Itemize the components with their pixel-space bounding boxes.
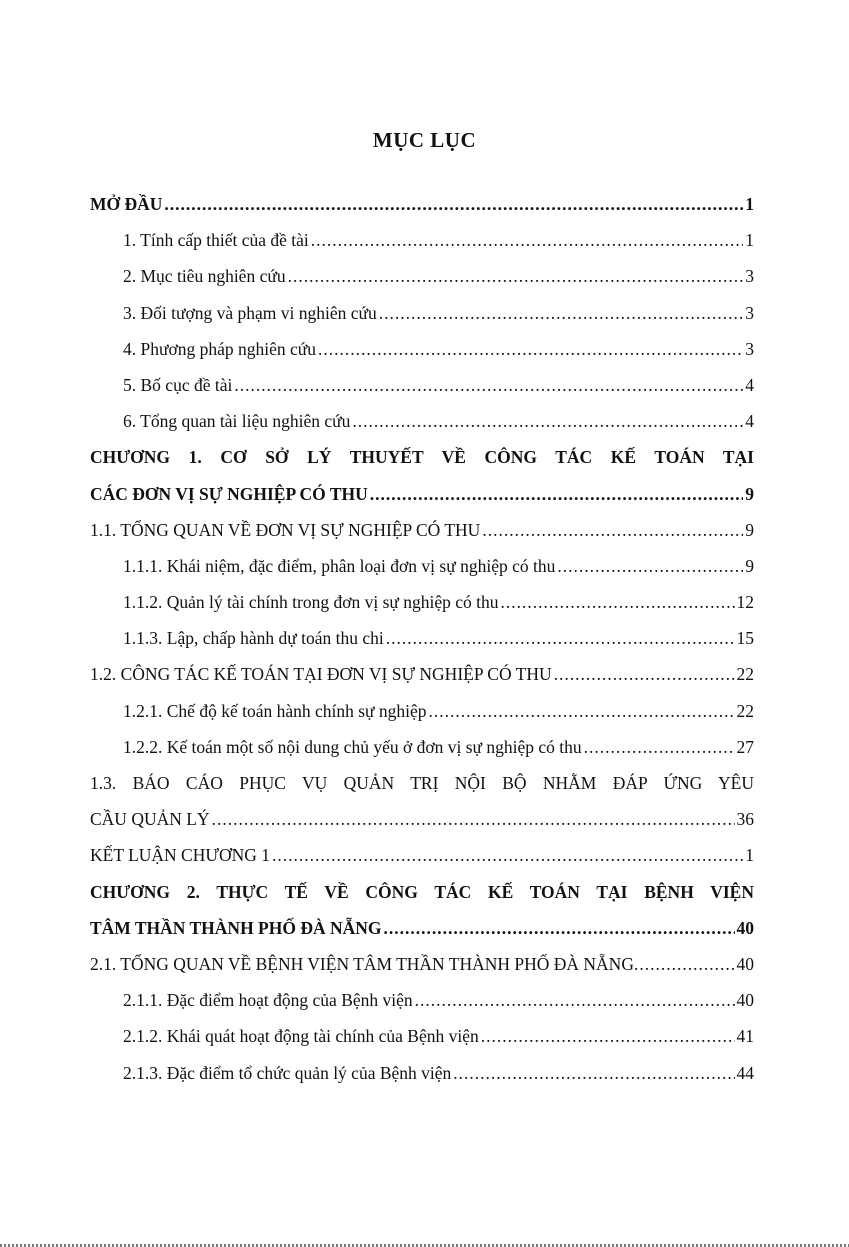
toc-entry-page-number: 44 — [736, 1062, 754, 1083]
toc-dot-leader — [482, 512, 743, 548]
toc-entry[interactable] — [90, 403, 754, 439]
toc-entry[interactable] — [90, 295, 754, 331]
toc-entry-page-number: 4 — [745, 374, 754, 395]
toc-entry[interactable] — [90, 656, 754, 692]
toc-entry-page-number: 3 — [745, 266, 754, 287]
toc-entry[interactable] — [90, 548, 754, 584]
toc-entry-page-number: 40 — [736, 953, 754, 974]
toc-entry[interactable] — [90, 620, 754, 656]
toc-dot-leader — [453, 1055, 734, 1091]
toc-dot-leader — [634, 946, 737, 982]
table-of-contents — [90, 186, 754, 1091]
toc-entry[interactable] — [90, 910, 754, 946]
toc-dot-leader — [386, 620, 735, 656]
toc-dot-leader — [584, 729, 735, 765]
toc-dot-leader — [415, 982, 735, 1018]
toc-dot-leader — [164, 186, 743, 222]
toc-entry[interactable] — [90, 693, 754, 729]
toc-dot-leader — [481, 1018, 735, 1054]
toc-dot-leader — [554, 656, 735, 692]
toc-entry-label: 1.1.1. Khái niệm, đặc điểm, phân loại đơn vị sự nghiệp có thu — [123, 555, 556, 576]
toc-entry-label: 2.1.1. Đặc điểm hoạt động của Bệnh viện — [123, 990, 413, 1011]
toc-entry[interactable] — [90, 367, 754, 403]
toc-entry[interactable] — [90, 222, 754, 258]
toc-entry-page-number: 22 — [736, 664, 754, 685]
toc-entry-page-number: 1 — [745, 845, 754, 866]
toc-entry-page-number: 4 — [745, 411, 754, 432]
toc-entry-label: CÁC ĐƠN VỊ SỰ NGHIỆP CÓ THU — [90, 483, 368, 504]
toc-entry[interactable] — [90, 258, 754, 294]
toc-entry-label: 4. Phương pháp nghiên cứu — [123, 338, 316, 359]
toc-entry-label: 1. Tính cấp thiết của đề tài — [123, 230, 309, 251]
toc-entry[interactable] — [90, 1055, 754, 1091]
toc-entry-page-number: 9 — [745, 519, 754, 540]
toc-entry[interactable] — [90, 874, 754, 910]
toc-entry[interactable] — [90, 439, 754, 475]
toc-dot-leader — [352, 403, 743, 439]
toc-dot-leader — [212, 801, 735, 837]
toc-entry-label: 1.2. CÔNG TÁC KẾ TOÁN TẠI ĐƠN VỊ SỰ NGHIỆP CÓ THU — [90, 664, 552, 685]
toc-entry[interactable] — [90, 512, 754, 548]
toc-entry-label: 3. Đối tượng và phạm vi nghiên cứu — [123, 302, 377, 323]
toc-entry-label: 1.2.2. Kế toán một số nội dung chủ yếu ở đơn vị sự nghiệp có thu — [123, 736, 582, 757]
toc-entry-label: 2.1.2. Khái quát hoạt động tài chính của Bệnh viện — [123, 1026, 479, 1047]
toc-entry-label: 1.3. BÁO CÁO PHỤC VỤ QUẢN TRỊ NỘI BỘ NHẰM ĐÁP ỨNG YÊU — [90, 773, 754, 793]
toc-entry[interactable] — [90, 765, 754, 801]
toc-entry-page-number: 22 — [736, 700, 754, 721]
toc-entry[interactable] — [90, 476, 754, 512]
toc-entry-label: MỞ ĐẦU — [90, 194, 163, 214]
toc-entry-label: 6. Tổng quan tài liệu nghiên cứu — [123, 411, 351, 432]
toc-entry-label: 1.1.2. Quản lý tài chính trong đơn vị sự nghiệp có thu — [123, 592, 499, 613]
toc-dot-leader — [501, 584, 735, 620]
toc-dot-leader — [318, 331, 743, 367]
toc-entry-label: 1.1.3. Lập, chấp hành dự toán thu chi — [123, 628, 384, 649]
toc-entry-page-number: 1 — [745, 230, 754, 251]
toc-entry-label: CHƯƠNG 2. THỰC TẾ VỀ CÔNG TÁC KẾ TOÁN TẠI BỆNH VIỆN — [90, 881, 754, 902]
toc-dot-leader — [272, 837, 743, 873]
toc-dot-leader — [557, 548, 743, 584]
toc-entry[interactable] — [90, 982, 754, 1018]
toc-entry[interactable] — [90, 837, 754, 873]
toc-entry-label: KẾT LUẬN CHƯƠNG 1 — [90, 845, 270, 866]
toc-entry-label: 2.1. TỔNG QUAN VỀ BỆNH VIỆN TÂM THẦN THÀNH PHỐ ĐÀ NẴNG — [90, 953, 634, 974]
toc-dot-leader — [379, 295, 744, 331]
toc-dot-leader — [384, 910, 735, 946]
toc-entry-page-number: 1 — [745, 194, 754, 214]
toc-dot-leader — [311, 222, 743, 258]
toc-dot-leader — [234, 367, 743, 403]
toc-entry-label: TÂM THẦN THÀNH PHỐ ĐÀ NẴNG — [90, 917, 382, 938]
toc-entry-label: 2. Mục tiêu nghiên cứu — [123, 266, 286, 287]
toc-entry[interactable] — [90, 729, 754, 765]
toc-entry[interactable] — [90, 331, 754, 367]
toc-entry-label: CẦU QUẢN LÝ — [90, 809, 210, 830]
toc-entry[interactable] — [90, 946, 754, 982]
toc-entry-page-number: 40 — [736, 917, 754, 938]
page-title: MỤC LỤC — [372, 128, 477, 152]
toc-entry-page-number: 3 — [745, 338, 754, 359]
toc-entry-page-number: 15 — [736, 628, 754, 649]
toc-entry[interactable] — [90, 801, 754, 837]
toc-entry-page-number: 9 — [745, 555, 754, 576]
toc-entry-label: 5. Bố cục đề tài — [123, 374, 233, 395]
toc-entry[interactable] — [90, 1018, 754, 1054]
toc-entry[interactable] — [90, 186, 754, 222]
toc-entry-page-number: 27 — [736, 736, 754, 757]
toc-entry-label: 1.2.1. Chế độ kế toán hành chính sự nghiệp — [123, 700, 427, 721]
toc-entry-label: 2.1.3. Đặc điểm tổ chức quản lý của Bệnh viện — [123, 1062, 452, 1083]
toc-dot-leader — [288, 258, 744, 294]
toc-entry-label: CHƯƠNG 1. CƠ SỞ LÝ THUYẾT VỀ CÔNG TÁC KẾ TOÁN TẠI — [90, 447, 754, 468]
toc-entry-page-number: 9 — [745, 483, 754, 504]
toc-entry-page-number: 40 — [736, 990, 754, 1011]
toc-entry-page-number: 36 — [736, 809, 754, 830]
toc-dot-leader — [370, 476, 743, 512]
toc-dot-leader — [429, 693, 735, 729]
toc-entry-page-number: 41 — [736, 1026, 754, 1047]
toc-entry-page-number: 3 — [745, 302, 754, 323]
toc-entry-label: 1.1. TỔNG QUAN VỀ ĐƠN VỊ SỰ NGHIỆP CÓ THU — [90, 519, 481, 540]
toc-entry-page-number: 12 — [736, 592, 754, 613]
toc-entry[interactable] — [90, 584, 754, 620]
